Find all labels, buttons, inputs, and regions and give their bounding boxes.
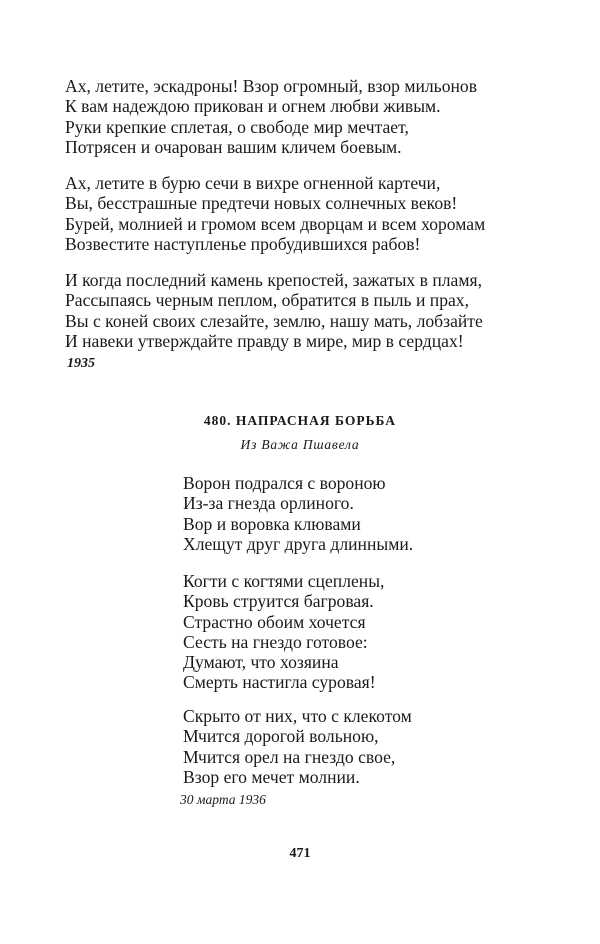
- verse-line: Рассыпаясь черным пеплом, обратится в пыль и прах,: [65, 290, 469, 311]
- poem2-stanza-2: [183, 571, 384, 693]
- poem2-stanza-3: [183, 706, 412, 787]
- verse-line: Хлещут друг друга длинными.: [183, 533, 414, 554]
- poem2-date: 30 марта 1936: [180, 792, 266, 807]
- verse-line: Возвестите наступленье пробудившихся рабов!: [65, 233, 421, 254]
- poem2-stanza-1: [183, 473, 413, 554]
- verse-line: Взор его мечет молнии.: [183, 766, 360, 787]
- verse-line: Ах, летите в бурю сечи в вихре огненной картечи,: [65, 173, 441, 193]
- verse-line: Мчится дорогой вольною,: [183, 726, 379, 747]
- verse-line: Вы с коней своих слезайте, землю, нашу мать, лобзайте: [65, 310, 483, 331]
- verse-line: Ах, летите, эскадроны! Взор огромный, взор мильонов: [65, 76, 478, 96]
- poem1-stanza-3: [65, 270, 483, 351]
- verse-line: И когда последний камень крепостей, зажатых в пламя,: [65, 270, 482, 290]
- verse-line: Потрясен и очарован вашим кличем боевым.: [65, 136, 402, 157]
- verse-line: Руки крепкие сплетая, о свободе мир мечтает,: [65, 116, 409, 137]
- poem2-subtitle: Из Важа Пшавела: [240, 437, 360, 452]
- verse-line: Страстно обоим хочется: [183, 611, 366, 632]
- verse-line: И навеки утверждайте правду в мире, мир в сердцах!: [65, 330, 464, 351]
- verse-line: Когти с когтями сцеплены,: [183, 571, 385, 591]
- verse-line: Ворон подрался с вороною: [183, 473, 386, 493]
- poem1-stanza-2: [65, 173, 485, 254]
- verse-line: Вы, бесстрашные предтечи новых солнечных веков!: [65, 193, 458, 214]
- verse-line: Мчится орел на гнездо свое,: [183, 746, 396, 767]
- verse-line: Думают, что хозяина: [183, 652, 339, 673]
- verse-line: Кровь струится багровая.: [183, 591, 374, 612]
- verse-line: Сесть на гнездо готовое:: [183, 631, 368, 652]
- page-number: 471: [289, 846, 311, 861]
- verse-line: Из-за гнезда орлиного.: [183, 493, 354, 514]
- poem1-year: 1935: [67, 356, 95, 371]
- verse-line: Смерть настигла суровая!: [183, 672, 376, 693]
- verse-line: К вам надеждою прикован и огнем любви живым.: [65, 96, 441, 117]
- verse-line: Вор и воровка клювами: [183, 513, 361, 534]
- poem2-title: 480. НАПРАСНАЯ БОРЬБА: [203, 413, 397, 428]
- verse-line: Скрыто от них, что с клекотом: [183, 706, 412, 726]
- poem1-stanza-1: [65, 76, 477, 157]
- verse-line: Бурей, молнией и громом всем дворцам и всем хоромам: [65, 213, 486, 234]
